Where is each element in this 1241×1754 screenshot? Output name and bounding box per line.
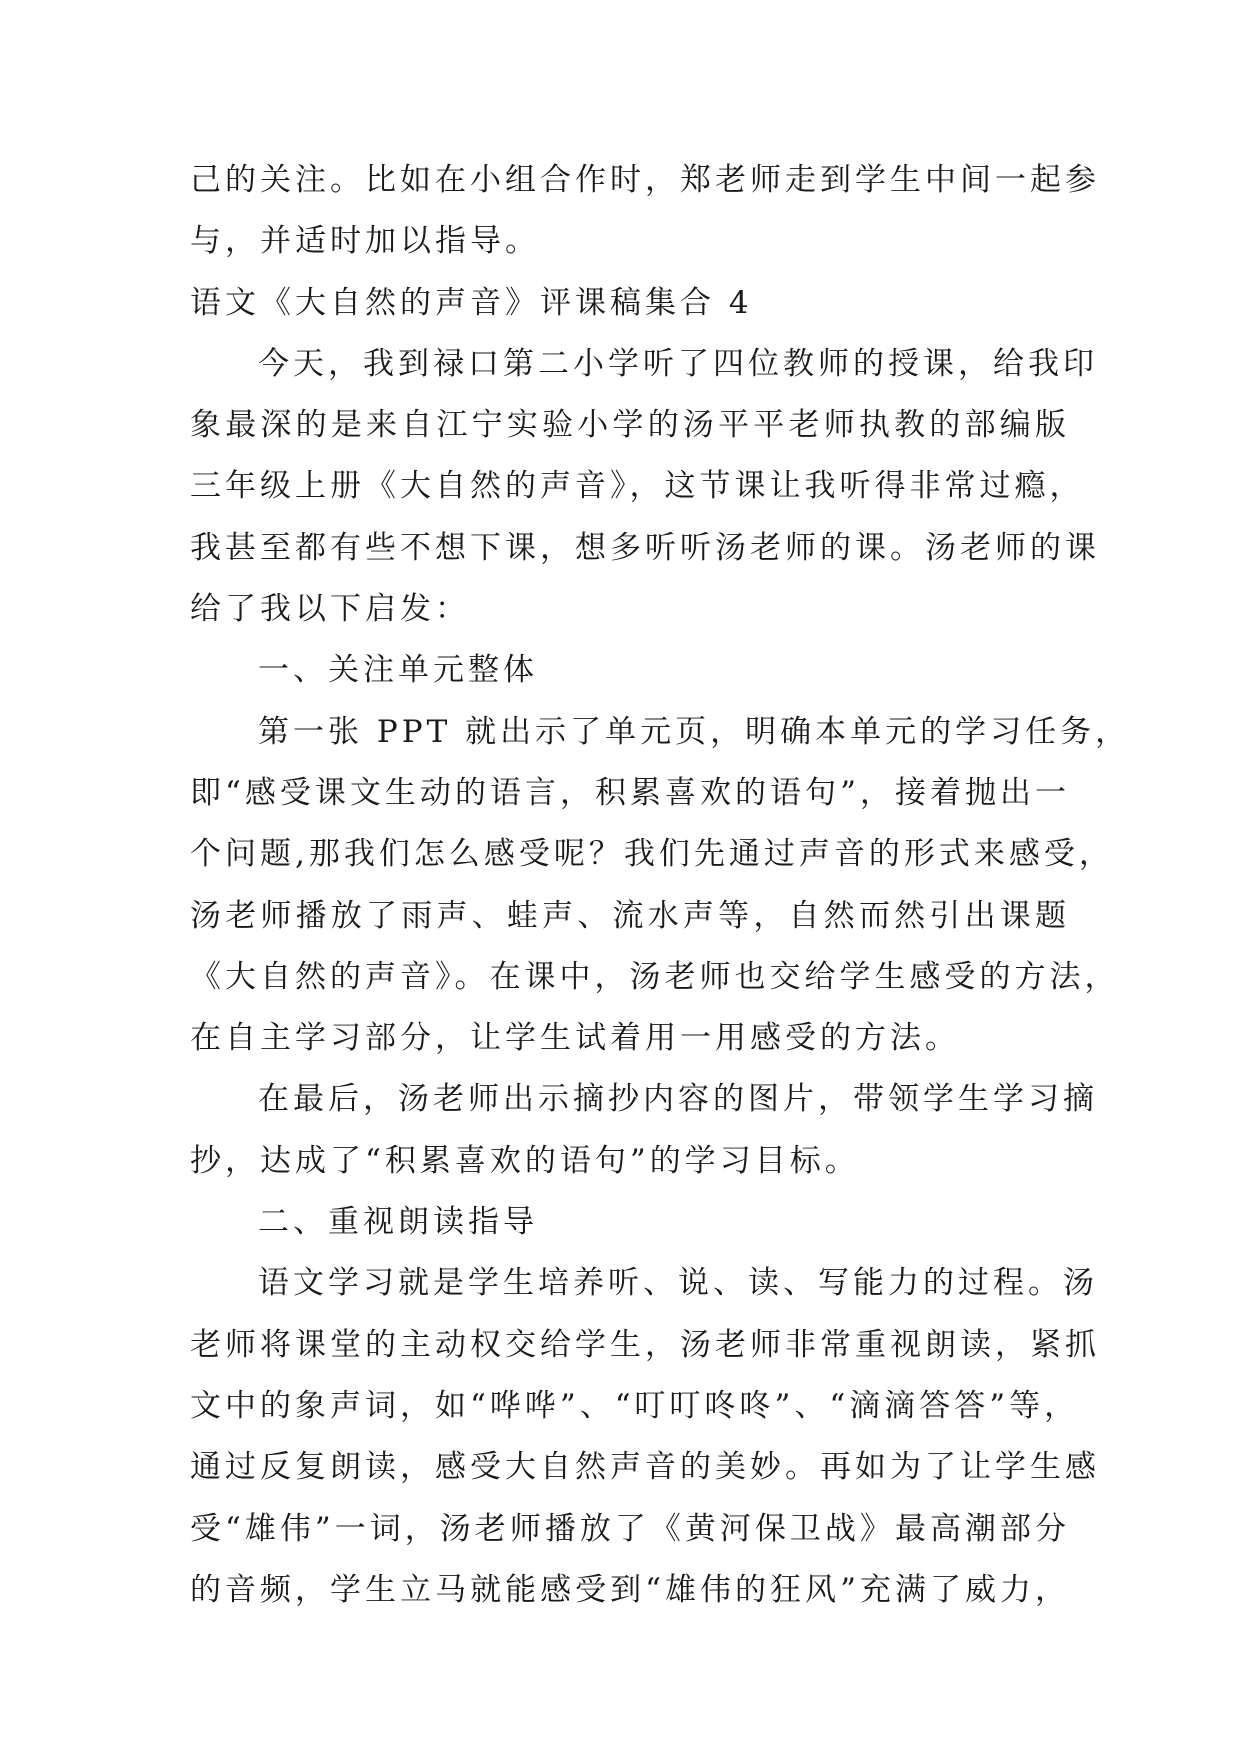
text-line: 今天，我到禄口第二小学听了四位教师的授课，给我印 <box>258 345 1098 382</box>
text-line: 第一张 PPT 就出示了单元页，明确本单元的学习任务， <box>258 713 1131 750</box>
text-line: 受“雄伟”一词，汤老师播放了《黄河保卫战》最高潮部分 <box>190 1510 1070 1547</box>
text-line: 三年级上册《大自然的声音》，这节课让我听得非常过瘾， <box>190 468 1085 505</box>
body-text <box>190 150 1131 1621</box>
section-title: 语文《大自然的声音》评课稿集合 4 <box>190 284 753 321</box>
text-line: 通过反复朗读，感受大自然声音的美妙。再如为了让学生感 <box>190 1449 1100 1486</box>
text-line: 汤老师播放了雨声、蛙声、流水声等，自然而然引出课题 <box>190 897 1070 934</box>
text-line: 抄，达成了“积累喜欢的语句”的学习目标。 <box>190 1142 860 1179</box>
subheading: 一、关注单元整体 <box>258 652 538 689</box>
text-line: 语文学习就是学生培养听、说、读、写能力的过程。汤 <box>258 1265 1098 1302</box>
text-line: 《大自然的声音》。在课中，汤老师也交给学生感受的方法， <box>190 958 1120 995</box>
text-line: 老师将课堂的主动权交给学生，汤老师非常重视朗读，紧抓 <box>190 1326 1100 1363</box>
text-line: 与，并适时加以指导。 <box>190 223 540 260</box>
text-line: 个问题,那我们怎么感受呢？我们先通过声音的形式来感受， <box>190 836 1114 873</box>
subheading: 二、重视朗读指导 <box>258 1204 538 1241</box>
text-line: 文中的象声词，如“哗哗”、“叮叮咚咚”、“滴滴答答”等， <box>190 1387 1080 1424</box>
text-line: 在最后，汤老师出示摘抄内容的图片，带领学生学习摘 <box>258 1081 1098 1118</box>
text-line: 己的关注。比如在小组合作时，郑老师走到学生中间一起参 <box>190 162 1100 198</box>
text-line: 象最深的是来自江宁实验小学的汤平平老师执教的部编版 <box>190 407 1070 444</box>
text-line: 给了我以下启发： <box>190 591 470 628</box>
text-line: 即“感受课文生动的语言，积累喜欢的语句”，接着抛出一 <box>190 774 1070 811</box>
text-line: 我甚至都有些不想下课，想多听听汤老师的课。汤老师的课 <box>190 529 1100 566</box>
text-line: 的音频，学生立马就能感受到“雄伟的狂风”充满了威力， <box>190 1571 1070 1608</box>
text-line: 在自主学习部分，让学生试着用一用感受的方法。 <box>190 1020 960 1057</box>
